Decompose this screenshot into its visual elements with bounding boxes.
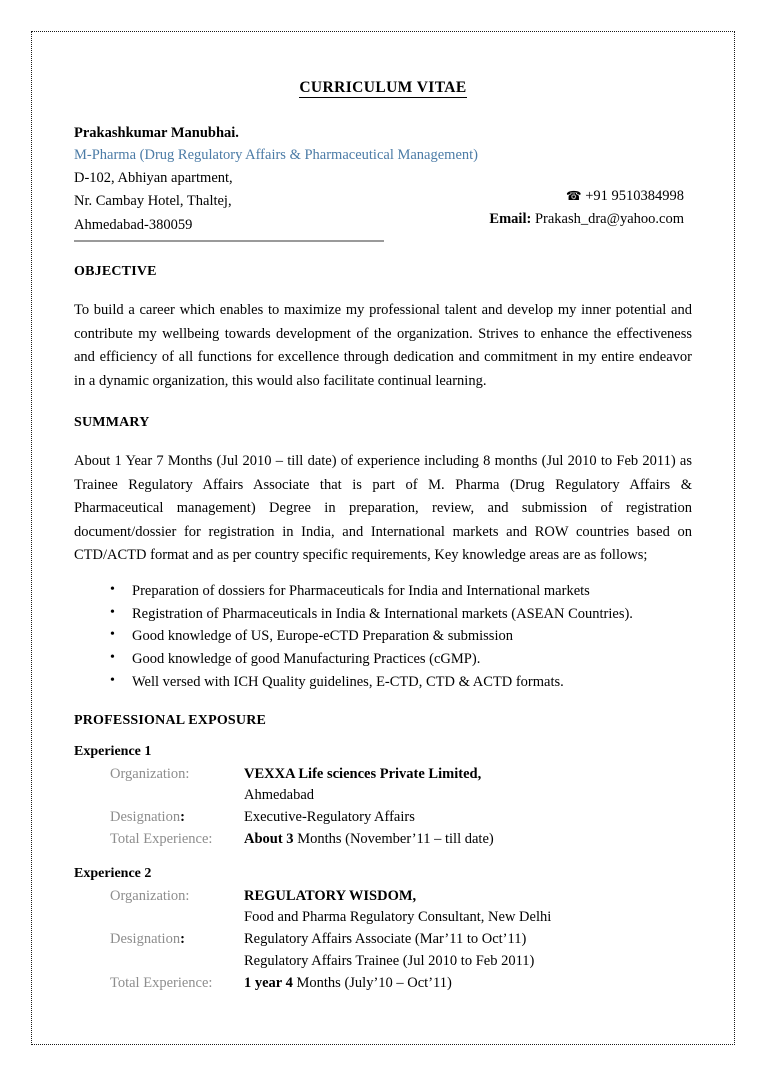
candidate-name: Prakashkumar Manubhai. bbox=[74, 125, 239, 141]
telephone-icon: ☎ bbox=[565, 188, 582, 203]
experience-1-title: Experience 1 bbox=[74, 743, 152, 759]
email-address: Prakash_dra@yahoo.com bbox=[534, 211, 684, 228]
email-row bbox=[489, 208, 684, 231]
total-experience-label: Total Experience: bbox=[110, 974, 213, 991]
organization-city: Food and Pharma Regulatory Consultant, New Delhi bbox=[244, 909, 552, 926]
cv-page bbox=[31, 31, 735, 1045]
section-heading-objective: OBJECTIVE bbox=[74, 264, 157, 280]
table-row bbox=[110, 807, 494, 829]
table-row bbox=[110, 973, 551, 995]
table-row bbox=[110, 764, 494, 786]
table-row bbox=[110, 929, 551, 951]
experience-2-table bbox=[110, 886, 551, 995]
summary-bullet-list bbox=[74, 580, 692, 694]
total-experience-value-rest: Months (November’11 – till date) bbox=[293, 830, 494, 847]
phone-number: +91 9510384998 bbox=[585, 188, 684, 204]
organization-city-spacer bbox=[110, 785, 244, 807]
list-item: • Well versed with ICH Quality guidelines, E-CTD, CTD & ACTD formats. bbox=[74, 671, 692, 694]
total-experience-label: Total Experience: bbox=[110, 830, 213, 847]
designation-label bbox=[110, 807, 244, 829]
total-experience-value-rest: Months (July’10 – Oct’11) bbox=[292, 974, 452, 991]
designation-label-colon: : bbox=[180, 931, 185, 947]
address-line-3: Ahmedabad-380059 bbox=[74, 216, 193, 233]
designation-label-colon: : bbox=[180, 809, 185, 825]
organization-city-spacer bbox=[110, 907, 244, 929]
list-item: • Registration of Pharmaceuticals in India & International markets (ASEAN Countries). bbox=[74, 603, 692, 626]
total-experience-value-bold: 1 year 4 bbox=[244, 974, 293, 991]
designation-value: Regulatory Affairs Associate (Mar’11 to Oct’11) bbox=[244, 931, 527, 947]
organization-city: Ahmedabad bbox=[244, 787, 315, 804]
organization-name: REGULATORY WISDOM, bbox=[244, 887, 417, 904]
designation-label bbox=[110, 929, 244, 951]
table-row bbox=[110, 951, 551, 973]
summary-paragraph: About 1 Year 7 Months (Jul 2010 – till date) of experience including 8 months (Jul 2010 to Feb 2011) as Trainee Regulatory Affairs Associate that is part of M. Pharma (Drug Regulatory Affairs & Pharmaceutical management) Degree in preparation, review, and submission of registration document/dossier for registration in India, and International markets and ROW countries based on CTD/ACTD format and as per country specific requirements, Key knowledge areas are as follows; bbox=[74, 453, 692, 564]
organization-label: Organization: bbox=[110, 765, 190, 782]
total-experience-value bbox=[244, 829, 494, 851]
header-block bbox=[74, 122, 692, 242]
experience-2-title: Experience 2 bbox=[74, 865, 152, 881]
table-row bbox=[110, 829, 494, 851]
total-experience-value-bold: About 3 bbox=[244, 830, 294, 847]
address-line-2: Nr. Cambay Hotel, Thaltej, bbox=[74, 193, 232, 210]
experience-1-table bbox=[110, 764, 494, 851]
table-row bbox=[110, 907, 551, 929]
table-row bbox=[110, 886, 551, 908]
page-title bbox=[74, 79, 692, 97]
page-title-text: CURRICULUM VITAE bbox=[299, 79, 467, 96]
designation-label-text: Designation bbox=[110, 809, 181, 825]
total-experience-value bbox=[244, 973, 551, 995]
designation-value: Executive-Regulatory Affairs bbox=[244, 809, 415, 825]
designation-label-text: Designation bbox=[110, 931, 181, 947]
section-heading-professional-exposure: PROFESSIONAL EXPOSURE bbox=[74, 712, 267, 728]
designation-value-2-spacer bbox=[110, 951, 244, 973]
contact-block bbox=[489, 185, 684, 232]
section-heading-summary: SUMMARY bbox=[74, 415, 150, 431]
page-content bbox=[32, 32, 734, 994]
header-divider bbox=[74, 240, 384, 242]
address-line-1: D-102, Abhiyan apartment, bbox=[74, 169, 233, 186]
list-item: • Preparation of dossiers for Pharmaceuticals for India and International markets bbox=[74, 580, 692, 603]
candidate-degree: M-Pharma (Drug Regulatory Affairs & Pharmaceutical Management) bbox=[74, 147, 478, 164]
list-item: • Good knowledge of good Manufacturing Practices (cGMP). bbox=[74, 648, 692, 671]
table-row bbox=[110, 785, 494, 807]
objective-paragraph: To build a career which enables to maximize my professional talent and develop my inner potential and contribute my wellbeing towards development of the organization. Strives to enhance the effectiveness and efficiency of all functions for excellence through dedication and commitment in my entire endeavor in a dynamic organization, this would also facilitate continual learning. bbox=[74, 302, 692, 389]
designation-value-secondary: Regulatory Affairs Trainee (Jul 2010 to Feb 2011) bbox=[244, 952, 535, 969]
organization-label: Organization: bbox=[110, 887, 190, 904]
organization-name: VEXXA Life sciences Private Limited, bbox=[244, 765, 482, 782]
list-item: • Good knowledge of US, Europe-eCTD Preparation & submission bbox=[74, 625, 692, 648]
email-label: Email: bbox=[489, 211, 532, 228]
phone-row bbox=[489, 185, 684, 208]
